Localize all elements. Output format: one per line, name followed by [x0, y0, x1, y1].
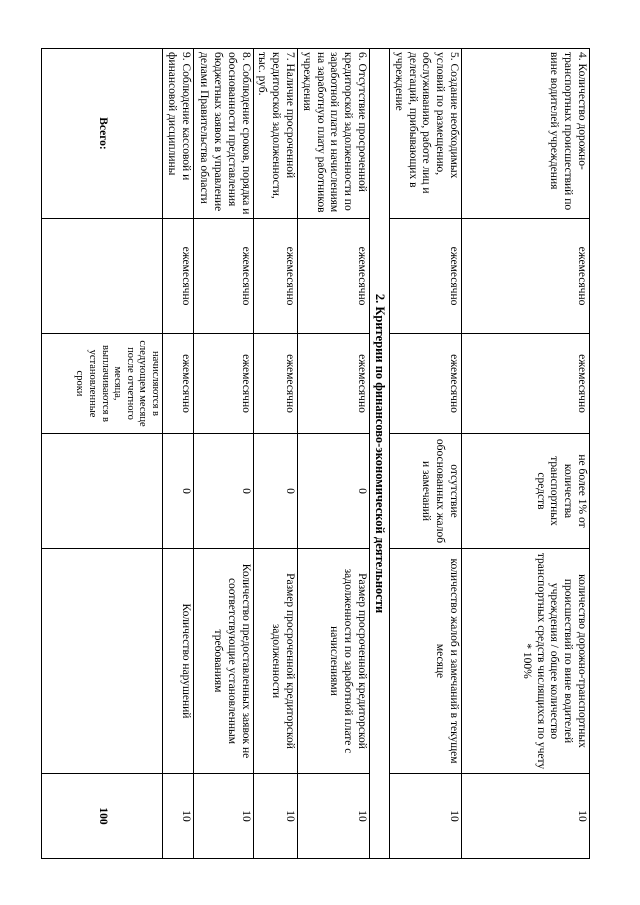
- total-row: [42, 49, 163, 859]
- table-row: [462, 49, 590, 859]
- criterion-formula: Количество нарушений: [163, 549, 194, 774]
- criterion-formula: количество жалоб и замечаний в текущем месяце: [390, 549, 462, 774]
- criterion-frequency: ежемесячно: [298, 219, 370, 334]
- criterion-frequency: ежемесячно: [390, 219, 462, 334]
- criterion-points: 10: [163, 774, 194, 859]
- criterion-name: 9. Соблюдение кассовой и финансовой дисциплины: [163, 49, 194, 219]
- criterion-period: ежемесячно: [462, 334, 590, 434]
- criterion-points: 10: [298, 774, 370, 859]
- criterion-period: ежемесячно: [163, 334, 194, 434]
- criterion-points: 10: [390, 774, 462, 859]
- criterion-frequency: ежемесячно: [462, 219, 590, 334]
- criterion-frequency: ежемесячно: [193, 219, 253, 334]
- total-points: 100: [42, 774, 163, 859]
- criterion-points: 10: [253, 774, 297, 859]
- criterion-period: ежемесячно: [253, 334, 297, 434]
- criterion-name: 6. Отсутствие просроченной кредиторской задолженности по заработной плате и начислениям на заработную плату работников учреждения: [298, 49, 370, 219]
- criterion-formula: Количество предоставленных заявок не соответствующие установленным требованиям: [193, 549, 253, 774]
- criterion-name: 8. Соблюдение сроков, порядка и обоснованности представления бюджетных заявок в управление делами Правительства области: [193, 49, 253, 219]
- total-empty-cell: [42, 219, 163, 334]
- table-row: [253, 49, 297, 859]
- table-row: [163, 49, 194, 859]
- criterion-name: 7. Наличие просроченной кредиторской задолженности, тыс. руб.: [253, 49, 297, 219]
- total-label: Всего:: [42, 49, 163, 219]
- criterion-formula: Размер просроченной кредиторской задолженности: [253, 549, 297, 774]
- criterion-formula: количество дорожно-транспортных происшествий по вине водителей учреждения / общее количество транспортных средств числящихся по учету * 100%: [462, 549, 590, 774]
- criteria-table: [41, 48, 590, 859]
- section-title: 2. Критерии по финансово-экономической деятельности: [370, 49, 390, 859]
- criterion-name: 4. Количество дорожно-транспортных происшествий по вине водителей учреждения: [462, 49, 590, 219]
- criterion-period: ежемесячно: [390, 334, 462, 434]
- criterion-target: 0: [253, 434, 297, 549]
- criterion-target: 0: [298, 434, 370, 549]
- criterion-period: ежемесячно: [193, 334, 253, 434]
- table-row: [193, 49, 253, 859]
- criterion-target: 0: [163, 434, 194, 549]
- criterion-target: отсутствие обоснованных жалоб и замечаний: [390, 434, 462, 549]
- criterion-frequency: ежемесячно: [163, 219, 194, 334]
- table-row: [298, 49, 370, 859]
- section-header-row: [370, 49, 390, 859]
- total-note: начисляются в следующем месяце после отчетного месяца, выплачиваются в установленные сроки: [42, 334, 163, 434]
- table-row: [390, 49, 462, 859]
- criterion-points: 10: [462, 774, 590, 859]
- total-empty-cell: [42, 549, 163, 774]
- total-empty-cell: [42, 434, 163, 549]
- criterion-name: 5. Создание необходимых условий по размещению, обслуживанию, работе лиц и делегаций, прибывающих в учреждение: [390, 49, 462, 219]
- criterion-target: не более 1% от количества транспортных средств: [462, 434, 590, 549]
- criterion-formula: Размер просроченной кредиторской задолженности по заработной плате с начислениями: [298, 549, 370, 774]
- criterion-frequency: ежемесячно: [253, 219, 297, 334]
- criterion-points: 10: [193, 774, 253, 859]
- rotated-page: [70, 48, 590, 858]
- criterion-period: ежемесячно: [298, 334, 370, 434]
- criterion-target: 0: [193, 434, 253, 549]
